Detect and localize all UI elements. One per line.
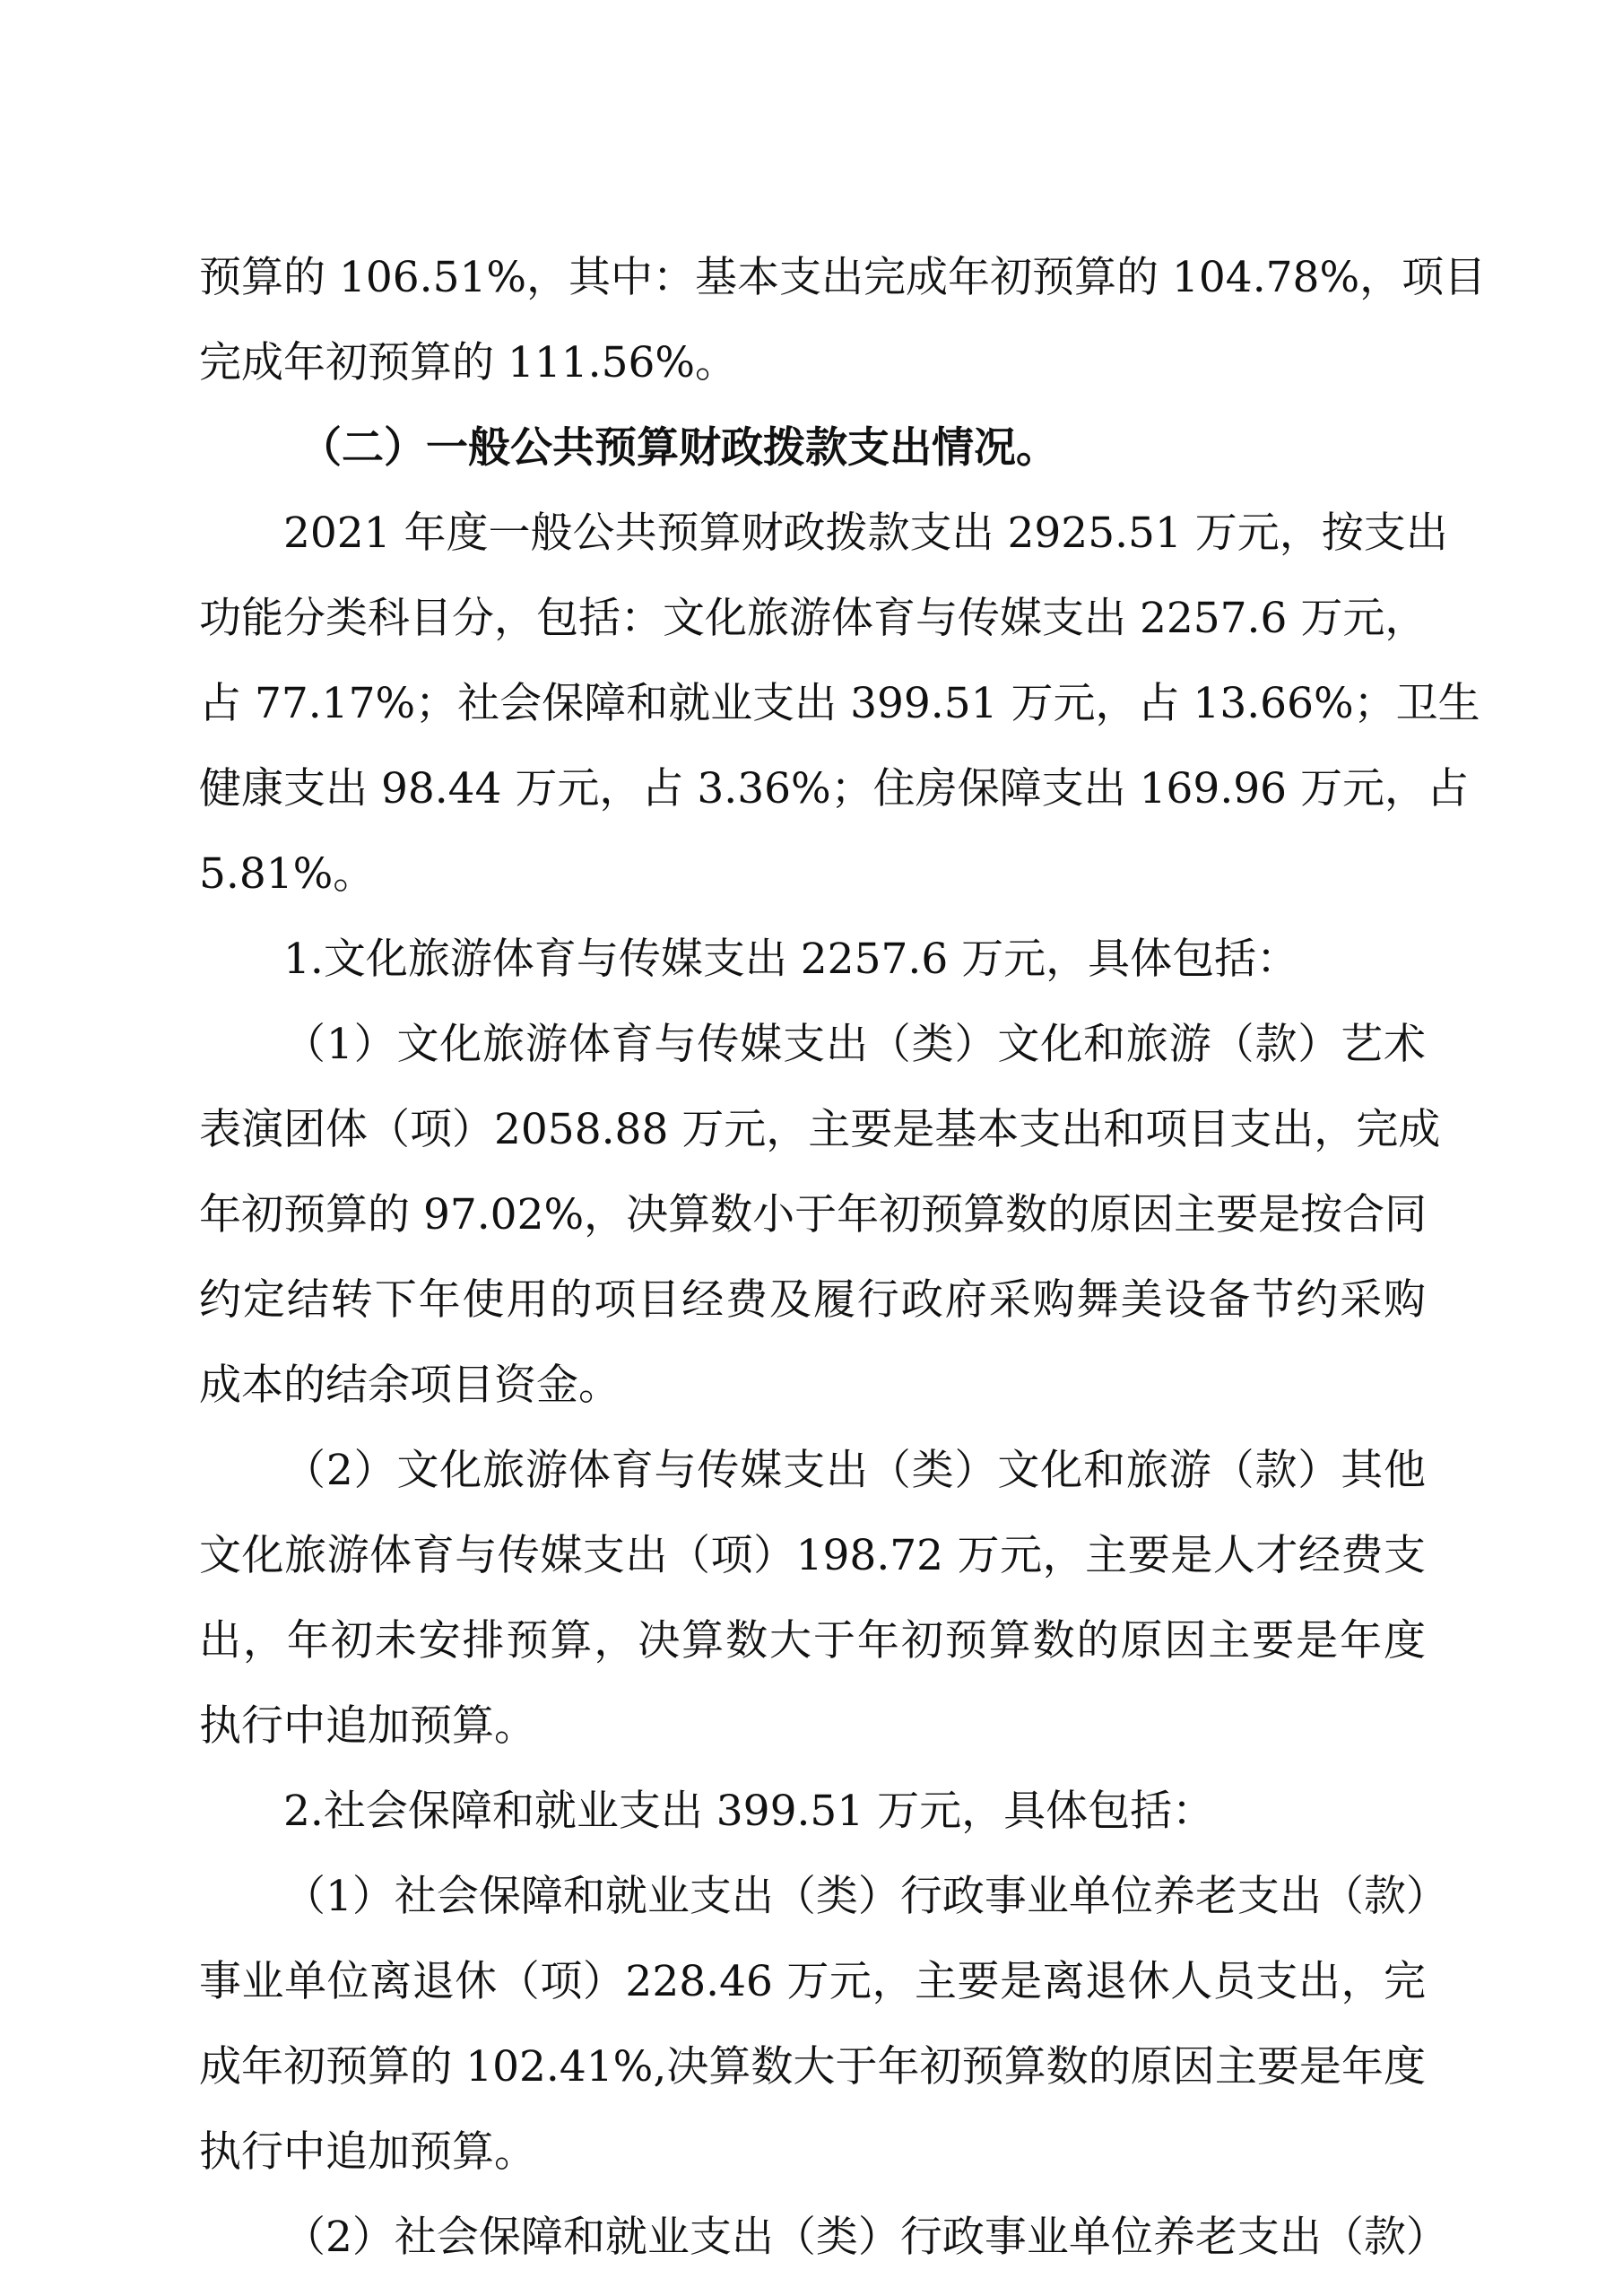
- paragraph-line: 健康支出 98.44 万元，占 3.36%；住房保障支出 169.96 万元，占: [199, 764, 1470, 813]
- paragraph-line: 2021 年度一般公共预算财政拨款支出 2925.51 万元，按支出: [283, 509, 1448, 558]
- section-heading: （二）一般公共预算财政拨款支出情况。: [299, 423, 1058, 473]
- paragraph-line: 功能分类科目分，包括：文化旅游体育与传媒支出 2257.6 万元，: [199, 594, 1428, 643]
- paragraph-line: 5.81%。: [199, 849, 376, 899]
- paragraph-line: 成本的结余项目资金。: [199, 1361, 621, 1410]
- paragraph-line: 执行中追加预算。: [199, 1701, 536, 1751]
- paragraph-line: 执行中追加预算。: [199, 2127, 536, 2177]
- paragraph-line: 约定结转下年使用的项目经费及履行政府采购舞美设备节约采购: [199, 1275, 1426, 1325]
- subsection-heading: 2.社会保障和就业支出 399.51 万元，具体包括：: [283, 1787, 1215, 1836]
- subsection-heading: 1.文化旅游体育与传媒支出 2257.6 万元，具体包括：: [283, 935, 1299, 984]
- paragraph-line: 事业单位离退休（项）228.46 万元，主要是离退休人员支出，完: [199, 1957, 1426, 2006]
- paragraph-line: 文化旅游体育与传媒支出（项）198.72 万元，主要是人才经费支: [199, 1531, 1426, 1580]
- paragraph-line: （2）社会保障和就业支出（类）行政事业单位养老支出（款）: [283, 2213, 1448, 2262]
- document-body: [199, 235, 1487, 2280]
- paragraph-line: （2）文化旅游体育与传媒支出（类）文化和旅游（款）其他: [283, 1446, 1426, 1495]
- paragraph-line: 成年初预算的 102.41%,决算数大于年初预算数的原因主要是年度: [199, 2042, 1426, 2092]
- paragraph-line: 出，年初未安排预算，决算数大于年初预算数的原因主要是年度: [199, 1616, 1426, 1665]
- paragraph-line: 预算的 106.51%，其中：基本支出完成年初预算的 104.78%，项目: [199, 253, 1487, 302]
- paragraph-line: 年初预算的 97.02%，决算数小于年初预算数的原因主要是按合同: [199, 1190, 1428, 1239]
- paragraph-line: （1）社会保障和就业支出（类）行政事业单位养老支出（款）: [283, 1872, 1448, 1921]
- paragraph-line: 表演团体（项）2058.88 万元，主要是基本支出和项目支出，完成: [199, 1105, 1441, 1154]
- paragraph-line: 占 77.17%；社会保障和就业支出 399.51 万元，占 13.66%；卫生: [199, 679, 1480, 728]
- paragraph-line: （1）文化旅游体育与传媒支出（类）文化和旅游（款）艺术: [283, 1020, 1426, 1069]
- paragraph-line: 完成年初预算的 111.56%。: [199, 338, 738, 387]
